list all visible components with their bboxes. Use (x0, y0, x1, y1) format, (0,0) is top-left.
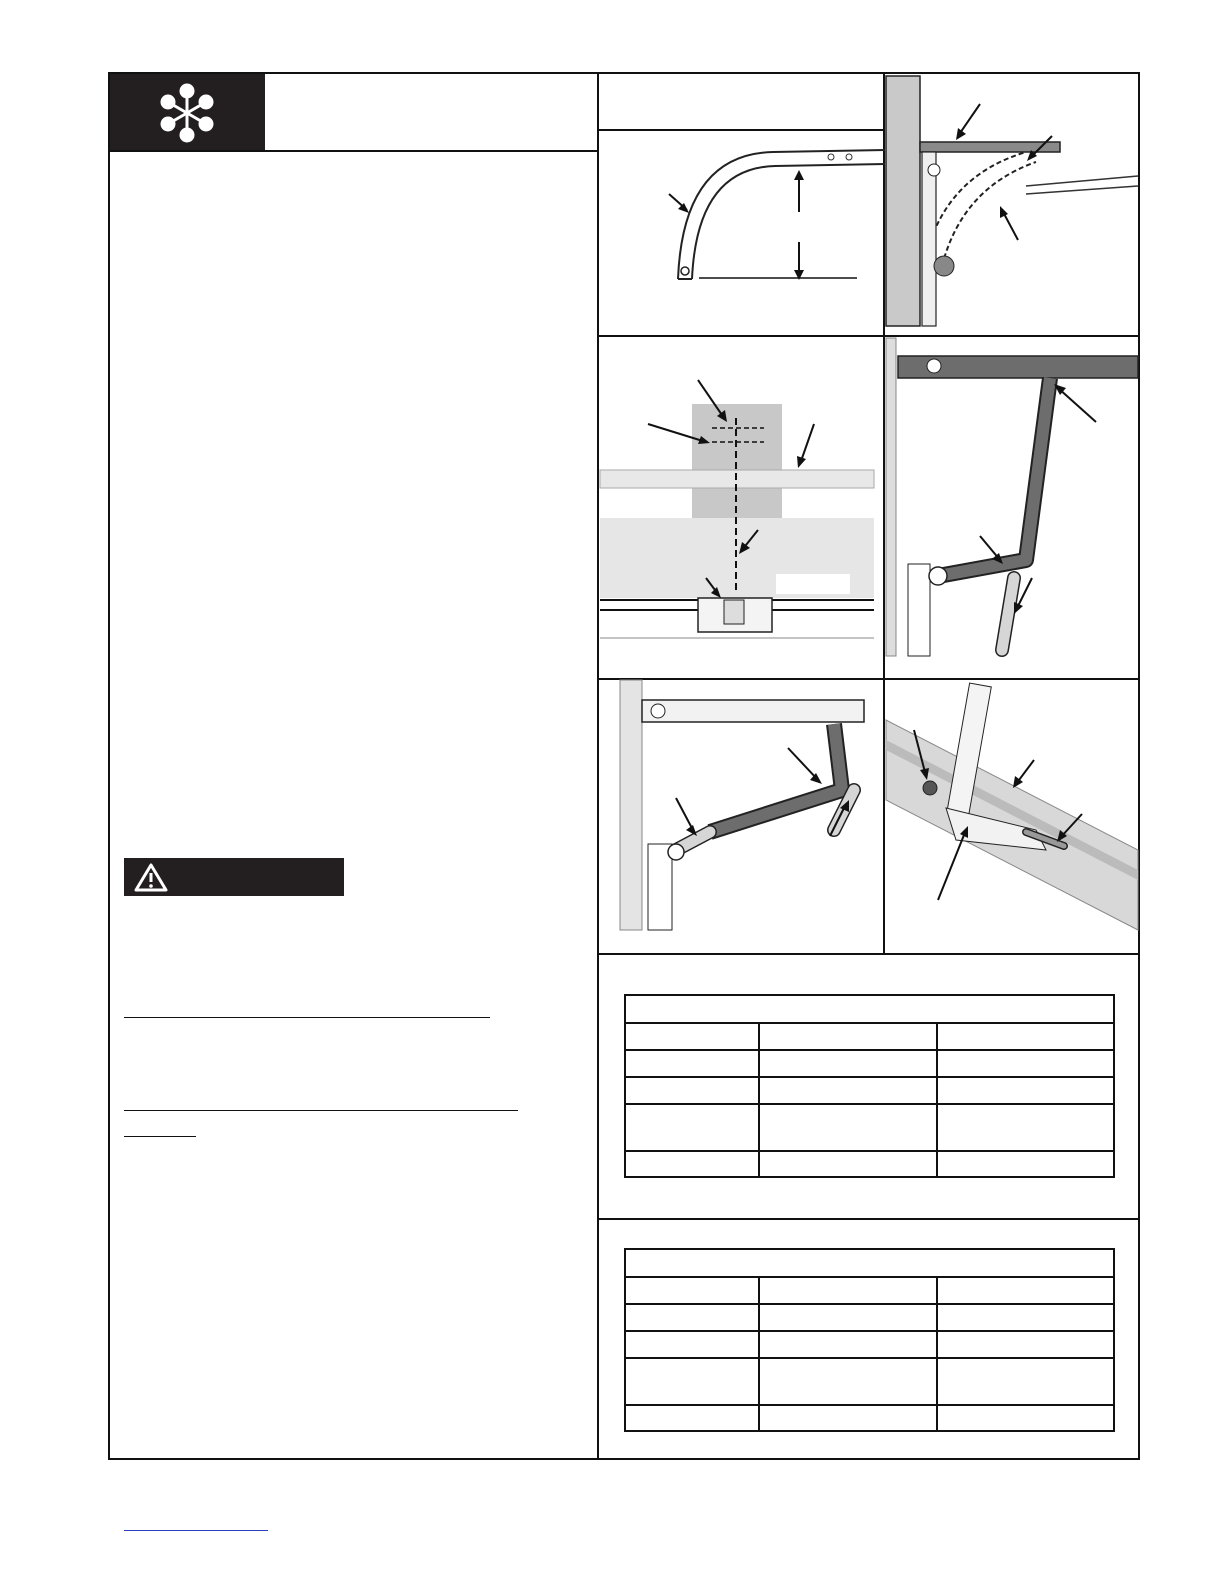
footer-link-underline[interactable] (124, 1530, 268, 1531)
table-row (626, 1150, 1113, 1152)
warning-banner (124, 858, 344, 896)
arm-high-figure (886, 338, 1138, 658)
table-column-divider (936, 1276, 938, 1430)
table-row (626, 1022, 1113, 1024)
figure-top-caption-line (599, 129, 884, 131)
spec-table-2 (624, 1248, 1115, 1432)
table-row (626, 1103, 1113, 1105)
underline-rule-1 (124, 1017, 490, 1018)
table-row (626, 1404, 1113, 1406)
bracket-detail-figure (886, 76, 1138, 332)
warning-triangle-icon (134, 862, 168, 892)
table-column-divider (758, 1022, 760, 1176)
figure-row-divider-3 (599, 953, 1138, 955)
table-column-divider (758, 1276, 760, 1430)
table-row (626, 1076, 1113, 1078)
underline-rule-3 (124, 1136, 196, 1137)
table-section-divider (599, 1218, 1138, 1220)
table-row (626, 1049, 1113, 1051)
table-column-divider (936, 1022, 938, 1176)
table-row (626, 1276, 1113, 1278)
spec-table-1 (624, 994, 1115, 1178)
header-underline (110, 150, 598, 152)
snowflake-hub-icon (157, 83, 217, 143)
figure-divider-vertical (883, 74, 885, 954)
table-row (626, 1303, 1113, 1305)
section-header-block (110, 74, 265, 151)
column-divider (597, 74, 599, 1458)
curved-track-figure (603, 134, 883, 334)
table-row (626, 1357, 1113, 1359)
arm-low-figure (600, 680, 880, 934)
table-row (626, 1330, 1113, 1332)
door-centerline-figure (600, 338, 876, 652)
arm-bracket-bolt-figure (886, 680, 1138, 930)
underline-rule-2 (124, 1110, 518, 1111)
figure-row-divider-1 (599, 335, 1138, 337)
